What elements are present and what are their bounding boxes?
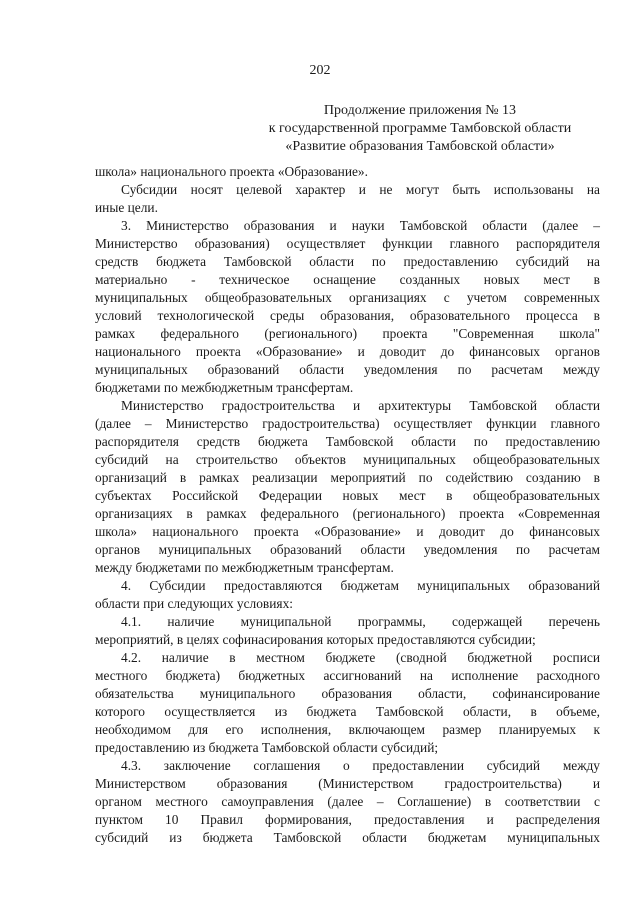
page-number: 202: [309, 63, 331, 78]
text-line: которого осуществляется из бюджета Тамбовской области, в объеме,: [95, 704, 600, 719]
paragraph-subsidy-purpose: [95, 181, 600, 217]
text-line: области при следующих условиях:: [95, 596, 293, 611]
appendix-header-line: к государственной программе Тамбовской области: [268, 121, 572, 136]
paragraph-item-4: [95, 577, 600, 613]
text-line: школа» национального проекта «Образование» и доводит до финансовых: [95, 524, 600, 539]
text-line: муниципальных общеобразовательных организациях с учетом современных: [95, 290, 600, 305]
appendix-header-line: Продолжение приложения № 13: [323, 103, 517, 118]
text-line: Министерство образования) осуществляет функции главного распорядителя: [95, 236, 600, 251]
text-line: органов муниципальных образований области уведомления по расчетам: [95, 542, 600, 557]
paragraph-ministry-construction: [95, 397, 600, 577]
text-line: условий технологической среды образования, образовательного процесса в: [95, 308, 600, 323]
text-line: средств бюджета Тамбовской области по предоставлению субсидий на: [95, 254, 600, 269]
text-line: 4.2. наличие в местном бюджете (сводной бюджетной росписи: [121, 650, 600, 665]
text-line: организаций в рамках реализации мероприятий по содействию созданию в: [95, 470, 600, 485]
text-line: школа» национального проекта «Образование».: [95, 164, 368, 179]
text-line: национального проекта «Образование» и доводит до финансовых органов: [95, 344, 600, 359]
text-line: 4. Субсидии предоставляются бюджетам муниципальных образований: [121, 578, 600, 593]
text-line: материально - техническое оснащение созданных новых мест в: [95, 272, 600, 287]
text-line: бюджетами по межбюджетным трансфертам.: [95, 380, 354, 395]
paragraph-item-4-3: [95, 757, 600, 847]
text-line: Министерством образования (Министерством градостроительства) и: [95, 776, 600, 791]
text-line: распорядителя средств бюджета Тамбовской области по предоставлению: [95, 434, 600, 449]
text-line: муниципальных образований области уведомления по расчетам между: [95, 362, 600, 377]
text-line: Субсидии носят целевой характер и не могут быть использованы на: [121, 182, 600, 197]
text-line: 3. Министерство образования и науки Тамбовской области (далее –: [121, 218, 600, 233]
text-line: (далее – Министерство градостроительства) осуществляет функции главного: [95, 416, 600, 431]
appendix-header-line: «Развитие образования Тамбовской области»: [285, 139, 555, 154]
text-line: необходимом для его исполнения, включающем размер планируемых к: [95, 722, 600, 737]
text-line: местного бюджета) бюджетных ассигнований на исполнение расходного: [95, 668, 600, 683]
text-line: обязательства муниципального образования области, софинансирование: [95, 686, 600, 701]
text-line: Министерство градостроительства и архитектуры Тамбовской области: [121, 398, 600, 413]
text-line: субсидий на строительство объектов муниципальных общеобразовательных: [95, 452, 600, 467]
text-line: пунктом 10 Правил формирования, предоставления и распределения: [95, 812, 600, 827]
paragraph-item-3: [95, 217, 600, 397]
paragraph-item-4-2: [95, 649, 600, 757]
paragraph-item-4-1: [95, 613, 600, 649]
text-line: субъектах Российской Федерации новых мест в общеобразовательных: [95, 488, 600, 503]
text-line: субсидий из бюджета Тамбовской области бюджетам муниципальных: [95, 830, 600, 845]
paragraph-continuation: [95, 163, 600, 181]
text-line: организациях в рамках федерального (регионального) проекта «Современная: [95, 506, 600, 521]
text-line: предоставлению из бюджета Тамбовской области субсидий;: [95, 740, 439, 755]
text-line: органом местного самоуправления (далее – Соглашение) в соответствии с: [95, 794, 600, 809]
text-line: иные цели.: [95, 200, 158, 215]
text-line: мероприятий, в целях софинасирования которых предоставляются субсидии;: [95, 632, 536, 647]
text-line: рамках федерального (регионального) проекта "Современная школа": [95, 326, 600, 341]
text-line: между бюджетами по межбюджетным трансфертам.: [95, 560, 394, 575]
text-line: 4.3. заключение соглашения о предоставлении субсидий между: [121, 758, 600, 773]
document-body: [95, 163, 600, 847]
appendix-header: [240, 102, 600, 156]
text-line: 4.1. наличие муниципальной программы, содержащей перечень: [121, 614, 600, 629]
